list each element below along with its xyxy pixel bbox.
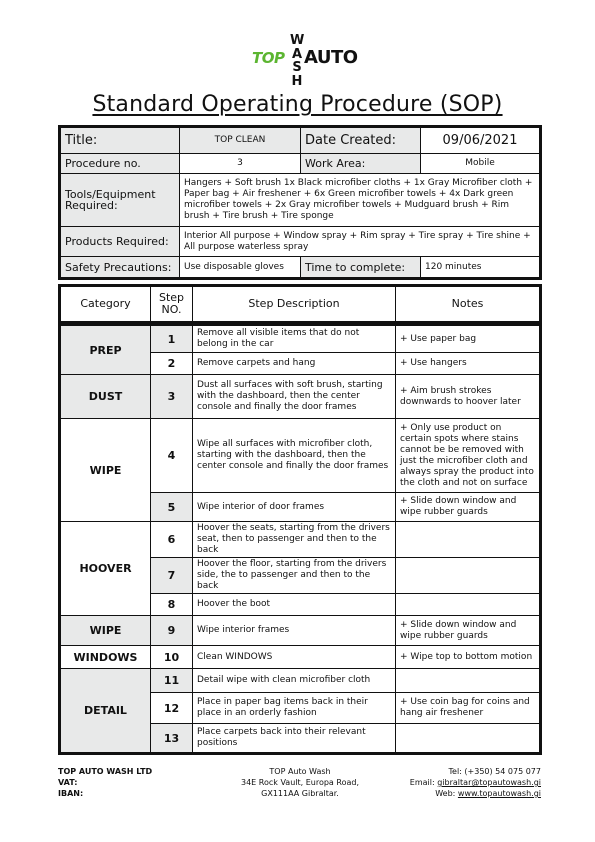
step-description: Wipe interior of door frames <box>193 493 396 522</box>
step-number: 7 <box>151 558 193 594</box>
category-windows: WINDOWS <box>60 646 151 669</box>
logo-wash-vertical <box>290 34 304 88</box>
step-notes: + Only use product on certain spots where stains cannot be be removed with just the microfiber cloth and always spray the product into the cloth and not on surface <box>396 419 541 493</box>
category-dust: DUST <box>60 375 151 419</box>
step-number: 4 <box>151 419 193 493</box>
footer-web-label: Web: <box>435 789 458 798</box>
step-description: Dust all surfaces with soft brush, starting with the dashboard, then the center console and finally the door frames <box>193 375 396 419</box>
step-number: 5 <box>151 493 193 522</box>
step-no-header: Step NO. <box>151 286 193 324</box>
step-number: 6 <box>151 522 193 558</box>
step-description: Remove carpets and hang <box>193 353 396 375</box>
step-notes: + Slide down window and wipe rubber guards <box>396 616 541 646</box>
footer-tel: Tel: (+350) 54 075 077 <box>448 767 541 776</box>
tools-label: Tools/Equipment Required: <box>60 174 180 227</box>
step-number: 11 <box>151 669 193 693</box>
title-label: Title: <box>60 127 180 154</box>
logo-top-text: TOP <box>252 49 285 67</box>
logo-auto-text: AUTO <box>304 47 358 68</box>
footer-vat: VAT: <box>58 778 78 787</box>
tools-value: Hangers + Soft brush 1x Black microfiber cloths + 1x Gray Microfiber cloth + Paper bag + Air freshener + 6x Green microfiber towels + 4x Dark green microfiber towels + 2x Gray microfiber towels + Mudguard brush + Rim brush + Tire brush + Tire sponge <box>180 174 541 227</box>
step-description: Detail wipe with clean microfiber cloth <box>193 669 396 693</box>
step-number: 10 <box>151 646 193 669</box>
work-area-value: Mobile <box>421 154 541 174</box>
logo-wash-letter: S <box>292 60 302 75</box>
step-notes: + Slide down window and wipe rubber guards <box>396 493 541 522</box>
step-description: Hoover the seats, starting from the drivers seat, then to passenger and then to the back <box>193 522 396 558</box>
document-title: Standard Operating Procedure (SOP) <box>92 92 503 117</box>
step-number: 8 <box>151 594 193 616</box>
step-description: Place carpets back into their relevant positions <box>193 724 396 754</box>
footer-web-line <box>380 788 541 799</box>
footer-email-link[interactable]: gibraltar@topautowash.gi <box>437 778 541 787</box>
logo-wash-letter: A <box>291 46 303 62</box>
work-area-label: Work Area: <box>301 154 421 174</box>
safety-label: Safety Precautions: <box>60 257 180 279</box>
procedure-no-label: Procedure no. <box>60 154 180 174</box>
footer-iban: IBAN: <box>58 789 84 798</box>
step-number: 13 <box>151 724 193 754</box>
step-description: Remove all visible items that do not belong in the car <box>193 324 396 353</box>
category-detail: DETAIL <box>60 669 151 754</box>
footer-address <box>200 766 400 799</box>
step-description-header: Step Description <box>193 286 396 324</box>
step-notes: + Use coin bag for coins and hang air freshener <box>396 693 541 724</box>
footer-email-line <box>380 777 541 788</box>
procedure-no-value: 3 <box>180 154 301 174</box>
products-label: Products Required: <box>60 227 180 257</box>
step-notes: + Aim brush strokes downwards to hoover later <box>396 375 541 419</box>
category-prep: PREP <box>60 324 151 375</box>
step-description: Hoover the boot <box>193 594 396 616</box>
step-notes <box>396 558 541 594</box>
footer-web-link[interactable]: www.topautowash.gi <box>457 789 541 798</box>
logo-wash-letter: W <box>290 33 305 48</box>
step-description: Place in paper bag items back in their place in an orderly fashion <box>193 693 396 724</box>
category-wipe: WIPE <box>60 419 151 522</box>
step-description: Clean WINDOWS <box>193 646 396 669</box>
footer-email-label: Email: <box>409 778 438 787</box>
step-notes <box>396 669 541 693</box>
category-hoover: HOOVER <box>60 522 151 616</box>
step-notes: + Use paper bag <box>396 324 541 353</box>
step-description: Wipe interior frames <box>193 616 396 646</box>
products-value: Interior All purpose + Window spray + Rim spray + Tire spray + Tire shine + All purpose waterless spray <box>180 227 541 257</box>
notes-header: Notes <box>396 286 541 324</box>
title-value: TOP CLEAN <box>180 127 301 154</box>
date-created-value: 09/06/2021 <box>421 127 541 154</box>
category-header: Category <box>60 286 151 324</box>
procedure-header-table <box>58 125 542 280</box>
step-number: 9 <box>151 616 193 646</box>
step-notes <box>396 522 541 558</box>
step-number: 12 <box>151 693 193 724</box>
logo-wash-letter: H <box>291 73 303 89</box>
date-created-label: Date Created: <box>301 127 421 154</box>
company-logo <box>248 33 358 92</box>
step-number: 1 <box>151 324 193 353</box>
steps-table <box>58 284 542 755</box>
footer-contact <box>380 766 541 799</box>
step-number: 2 <box>151 353 193 375</box>
step-description: Wipe all surfaces with microfiber cloth, starting with the dashboard, then the center console and finally the door frames <box>193 419 396 493</box>
step-number: 3 <box>151 375 193 419</box>
safety-value: Use disposable gloves <box>180 257 301 279</box>
footer-address-line: 34E Rock Vault, Europa Road, <box>241 778 359 787</box>
footer-address-line: GX111AA Gibraltar. <box>261 789 339 798</box>
step-notes: + Use hangers <box>396 353 541 375</box>
category-wipe-frames: WIPE <box>60 616 151 646</box>
footer-company-info <box>58 766 152 799</box>
step-notes <box>396 594 541 616</box>
step-notes: + Wipe top to bottom motion <box>396 646 541 669</box>
step-description: Hoover the floor, starting from the drivers side, the to passenger and then to the back <box>193 558 396 594</box>
time-label: Time to complete: <box>301 257 421 279</box>
footer-company-name: TOP AUTO WASH LTD <box>58 767 153 776</box>
footer-address-line: TOP Auto Wash <box>269 767 331 776</box>
time-value: 120 minutes <box>421 257 541 279</box>
step-notes <box>396 724 541 754</box>
